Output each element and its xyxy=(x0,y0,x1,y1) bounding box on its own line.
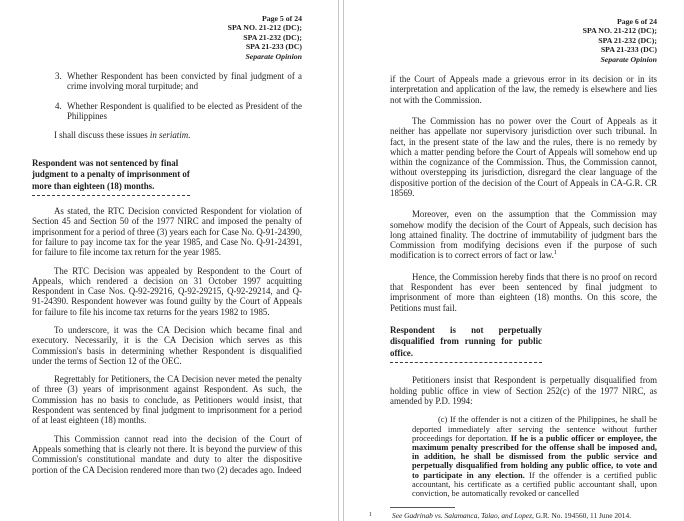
case-number-2: SPA 21-232 (DC); xyxy=(243,32,302,42)
page-6-header xyxy=(390,17,657,64)
block-quote-bold: If he is a public officer or employee, the maximum penalty prescribed for the offense shall be imposed and, in addition, he shall be dismissed from the public service and perpetually disqualified from holding any public office, to vote and to participate in any election. xyxy=(412,433,657,480)
page-6 xyxy=(343,0,684,521)
paragraph: Petitioners insist that Respondent is perpetually disqualified from holding public office in view of Section 252(c) of the 1977 NIRC, as amended by P.D. 1994: xyxy=(390,375,657,407)
seriatim-italic: in seriatim xyxy=(149,130,189,141)
footnote-text: See Gadrinab vs. Salamanca, Talao, and Lopez, G.R. No. 194560, 11 June 2014. xyxy=(392,511,632,521)
paragraph: As stated, the RTC Decision convicted Respondent for violation of Section 45 and Section 50 of the 1977 NIRC and imposed the penalty of imprisonment for a period of three (3) years each for Case No. Q-91-24390, for failure to pay income tax for the year 1985, and Case No. Q-91-24391, for failure to file income tax return for the year 1985. xyxy=(32,206,302,258)
footnote xyxy=(367,511,657,520)
case-number-3: SPA 21-233 (DC) xyxy=(245,42,302,52)
section-heading-left: Respondent was not sentenced by final judgment to a penalty of imprisonment of more than eighteen (18) months. xyxy=(32,157,190,191)
heading-divider-rule xyxy=(390,362,542,363)
list-number: 3. xyxy=(55,71,62,82)
document-type-label: Separate Opinion xyxy=(600,54,657,64)
case-number-1: SPA NO. 21-212 (DC); xyxy=(227,23,302,33)
case-number-3: SPA 21-233 (DC) xyxy=(600,45,657,55)
case-number-2: SPA 21-232 (DC); xyxy=(598,35,657,45)
list-number: 4. xyxy=(55,100,62,111)
page-5 xyxy=(0,0,339,521)
case-number-1: SPA NO. 21-212 (DC); xyxy=(582,26,657,36)
section-heading-right: Respondent is not perpetually disqualified from running for public office. xyxy=(390,324,542,358)
list-item-text: Whether Respondent has been convicted by final judgment of a crime involving moral turpitude; and xyxy=(67,71,302,92)
list-item-text: Whether Respondent is qualified to be elected as President of the Philippines xyxy=(67,100,302,121)
paragraph: The RTC Decision was appealed by Respondent to the Court of Appeals, which rendered a decision on 31 October 1997 acquitting Respondent in Case Nos. Q-92-29216, Q-92-29215, Q-92-29214, and Q-91-24390. Respondent however was found guilty by the Court of Appeals for failure to file his income tax returns for the years 1982 to 1985. xyxy=(32,265,302,317)
page-number: Page 5 of 24 xyxy=(261,14,302,23)
page-number: Page 6 of 24 xyxy=(616,17,657,26)
footnote-rule xyxy=(390,507,455,508)
page-5-header xyxy=(32,14,302,61)
paragraph: if the Court of Appeals made a grievous error in its decision or in its interpretation and application of the law, the remedy is elsewhere and lies not with the Commission. xyxy=(390,74,657,105)
paragraph: Hence, the Commission hereby finds that there is no proof on record that Respondent has ever been sentenced by final judgment to imprisonment of more than eighteen (18) months. On this score, the Petitions must fail. xyxy=(390,271,657,313)
document-type-label: Separate Opinion xyxy=(245,51,302,61)
footnote-case-name: Gadrinab vs. Salamanca, Talao, and Lopez xyxy=(404,511,532,521)
paragraph: To underscore, it was the CA Decision which became final and executory. Necessarily, it is the CA Decision which serves as this Commission's basis in determining whether Respondent is disqualified under the terms of Section 12 of the OEC. xyxy=(32,324,302,366)
paragraph: This Commission cannot read into the decision of the Court of Appeals something that is clearly not there. It is beyond the purview of this Commission's constitutional mandate and duty to alter the dispositive portion of the CA Decision rendered more than two (2) decades ago. Indeed xyxy=(32,433,302,475)
footnote-marker: 1 xyxy=(369,512,372,519)
issue-list-item-4 xyxy=(55,101,302,122)
paragraph: Regrettably for Petitioners, the CA Decision never meted the penalty of three (3) years of imprisonment against Respondent. As such, the Commission has no basis to conclude, as Petitioners would insist, that Respondent was sentenced by final judgment to imprisonment for a period of at least eighteen (18) months. xyxy=(32,374,302,426)
block-quote: (c) If the offender is not a citizen of the Philippines, he shall be deported immediately after serving the sentence without further proceedings for deportation. If he is a public officer or employee, the maximum penalty prescribed for the offense shall be imposed and, in addition, he shall be dismissed from the public service and perpetually disqualified from holding any public office, to vote and to participate in any election. If the offender is a certified public accountant, his certificate as a certified public accountant shall, upon conviction, be automatically revoked or cancelled xyxy=(412,415,657,498)
paragraph: Moreover, even on the assumption that the Commission may somehow modify the decision of the Court of Appeals, such decision has long attained finality. The doctrine of immutability of judgment bars the Commission from modifying decisions even if the purpose of such modification is to correct errors of fact or law.$^1$ xyxy=(390,209,657,261)
paragraph: The Commission has no power over the Court of Appeals as it neither has appellate nor supervisory jurisdiction over such tribunal. In fact, in the present state of the law and the rules, there is no remedy by which a matter pending before the Court of Appeals will somehow end up within the cognizance of the Commission. Thus, the Commission cannot, without overstepping its jurisdiction, disregard the clear language of the dispositive portion of the decision of the Court of Appeals in CA-G.R. CR 18569. xyxy=(390,115,657,198)
seriatim-sentence: I shall discuss these issues in seriatim. xyxy=(54,130,191,141)
heading-divider-rule xyxy=(32,195,190,196)
footnote-reference: 1 xyxy=(553,249,557,257)
issue-list-item-3 xyxy=(55,71,302,92)
